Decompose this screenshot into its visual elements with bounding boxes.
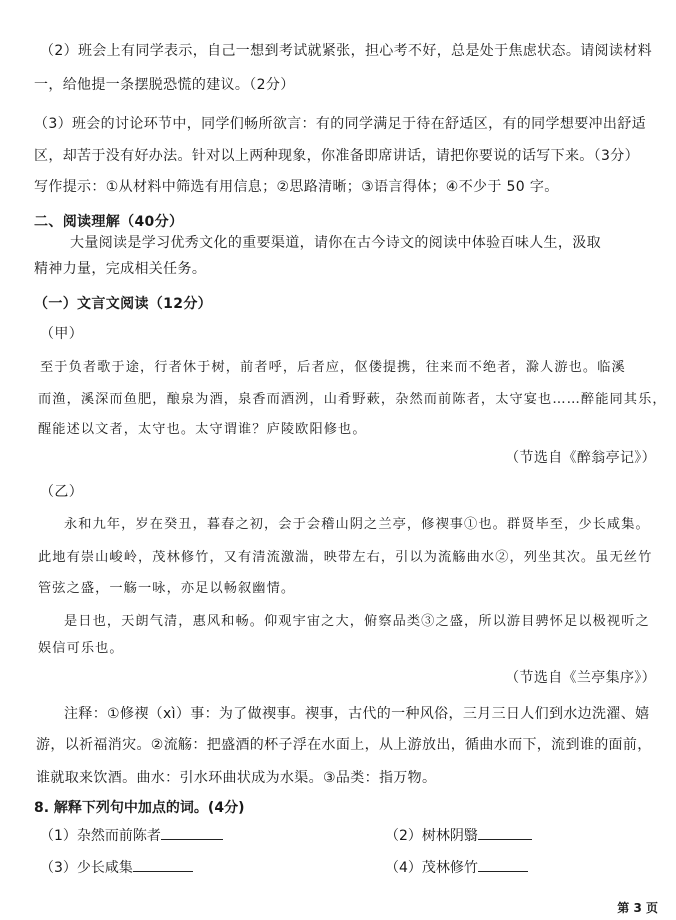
passage-yi-line-4: 是日也，天朗气清，惠风和畅。仰观宇宙之大，俯察品类③之盛，所以游目骋怀足以极视听之 (64, 614, 650, 629)
answer-blank-2[interactable] (478, 825, 532, 840)
question-8-item-4 (385, 857, 528, 877)
question-8-item-2-text: （2）树林阴翳 (385, 828, 478, 844)
passage-yi-line-2: 此地有崇山峻岭，茂林修竹，又有清流激湍，映带左右，引以为流觞曲水②，列坐其次。虽无丝竹 (38, 550, 653, 565)
subsection-heading-classical: （一）文言文阅读（12分） (34, 296, 213, 312)
passage-jia-line-3: 醒能述以文者，太守也。太守谓谁？庐陵欧阳修也。 (38, 422, 367, 437)
page-number: 第 3 页 (617, 901, 658, 915)
section-intro-line-2: 精神力量，完成相关任务。 (34, 261, 207, 277)
answer-blank-1[interactable] (161, 825, 223, 840)
question-8-item-1 (40, 825, 223, 845)
writing-hint: 写作提示：①从材料中筛选有用信息；②思路清晰；③语言得体；④不少于 50 字。 (34, 179, 559, 195)
passage-yi-line-1: 永和九年，岁在癸丑，暮春之初，会于会稽山阴之兰亭，修禊事①也。群贤毕至，少长咸集。 (64, 517, 650, 532)
question-2-line-1: （2）班会上有同学表示，自己一想到考试就紧张，担心考不好，总是处于焦虑状态。请阅读材料 (40, 43, 652, 59)
question-2-line-2: 一，给他提一条摆脱恐慌的建议。（2分） (34, 77, 295, 93)
answer-blank-4[interactable] (478, 857, 528, 872)
notes-line-2: 游，以祈福消灾。②流觞：把盛酒的杯子浮在水面上，从上游放出，循曲水而下，流到谁的面前， (36, 737, 652, 753)
question-8-item-3-text: （3）少长咸集 (40, 860, 133, 876)
passage-jia-line-1: 至于负者歌于途，行者休于树，前者呼，后者应，伛偻提携，往来而不绝者，滁人游也。临溪 (40, 360, 626, 375)
passage-yi-line-5: 娱信可乐也。 (38, 641, 124, 656)
answer-blank-3[interactable] (133, 857, 193, 872)
section-intro-line-1: 大量阅读是学习优秀文化的重要渠道，请你在古今诗文的阅读中体验百味人生，汲取 (70, 235, 601, 251)
passage-yi-label: （乙） (40, 484, 84, 500)
question-8-item-1-text: （1）杂然而前陈者 (40, 828, 161, 844)
notes-line-3: 谁就取来饮酒。曲水：引水环曲状成为水渠。③品类：指万物。 (36, 770, 437, 786)
question-8-item-3 (40, 857, 193, 877)
passage-jia-label: （甲） (40, 326, 84, 342)
question-8-item-2 (385, 825, 532, 845)
section-heading-reading: 二、阅读理解（40分） (34, 214, 184, 230)
question-3-line-1: （3）班会的讨论环节中，同学们畅所欲言：有的同学满足于待在舒适区，有的同学想要冲出舒适 (34, 116, 646, 132)
passage-yi-source: （节选自《兰亭集序》） (505, 670, 656, 686)
notes-line-1: 注释：①修禊（xì）事：为了做禊事。禊事，古代的一种风俗，三月三日人们到水边洗濯、嬉 (64, 706, 650, 722)
question-8-item-4-text: （4）茂林修竹 (385, 860, 478, 876)
question-3-line-2: 区，却苦于没有好办法。针对以上两种现象，你准备即席讲话，请把你要说的话写下来。（3分） (34, 148, 639, 164)
passage-jia-line-2: 而渔，溪深而鱼肥，酿泉为酒，泉香而酒洌，山肴野蔌，杂然而前陈者，太守宴也……醉能同其乐， (38, 392, 667, 407)
passage-yi-line-3: 管弦之盛，一觞一咏，亦足以畅叙幽情。 (38, 581, 296, 596)
passage-jia-source: （节选自《醉翁亭记》） (505, 450, 656, 466)
question-8-title: 8. 解释下列句中加点的词。(4分) (34, 800, 245, 816)
